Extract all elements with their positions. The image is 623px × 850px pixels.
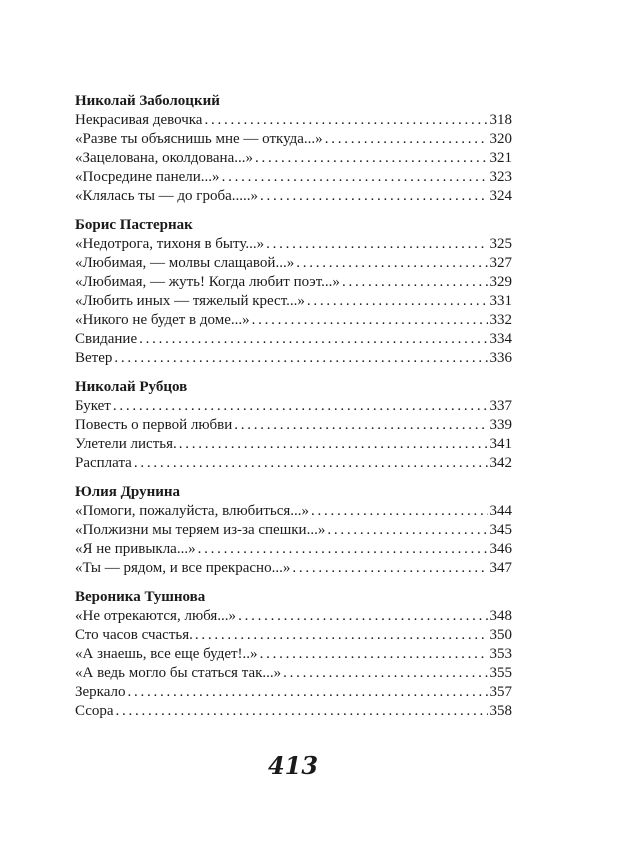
entry-title: «Любимая, — молвы слащавой...» <box>75 255 295 271</box>
dot-leader <box>296 254 487 273</box>
dot-leader <box>266 235 487 254</box>
dot-leader <box>283 664 487 683</box>
dot-leader <box>113 397 488 416</box>
toc-entry <box>75 311 512 330</box>
dot-leader <box>255 149 488 168</box>
toc-entry <box>75 292 512 311</box>
toc-entry <box>75 645 512 664</box>
entry-title: Некрасивая девочка <box>75 112 203 128</box>
entry-page: 320 <box>489 131 512 147</box>
section-author: Юлия Друнина <box>75 484 181 500</box>
dot-leader <box>222 168 488 187</box>
entry-page: 342 <box>489 455 512 471</box>
entry-page: 324 <box>489 188 512 204</box>
entry-page: 337 <box>489 398 512 414</box>
toc-section-pasternak <box>75 216 512 368</box>
entry-title: «Полжизни мы теряем из-за спешки...» <box>75 522 326 538</box>
entry-title: «Я не привыкла...» <box>75 541 196 557</box>
dot-leader <box>260 187 488 206</box>
toc-entry <box>75 187 512 206</box>
entry-title: Свидание <box>75 331 138 347</box>
toc-entry <box>75 454 512 473</box>
dot-leader <box>128 683 488 702</box>
entry-title: «Разве ты объяснишь мне — откуда...» <box>75 131 323 147</box>
section-author: Вероника Тушнова <box>75 589 206 605</box>
toc-entry <box>75 559 512 578</box>
entry-page: 348 <box>489 608 512 624</box>
page-number: 413 <box>267 751 319 780</box>
dot-leader <box>139 330 487 349</box>
entry-page: 358 <box>489 703 512 719</box>
entry-page: 318 <box>489 112 512 128</box>
entry-page: 344 <box>489 503 512 519</box>
dot-leader <box>198 540 488 559</box>
entry-title: «Посредине панели...» <box>75 169 220 185</box>
toc-entry <box>75 702 512 721</box>
entry-title: «А знаешь, все еще будет!..» <box>75 646 258 662</box>
section-author: Николай Заболоцкий <box>75 93 220 109</box>
toc-section-zabolotsky <box>75 92 512 206</box>
toc-entry <box>75 149 512 168</box>
toc-entry <box>75 130 512 149</box>
entry-page: 357 <box>489 684 512 700</box>
dot-leader <box>179 435 488 454</box>
dot-leader <box>342 273 488 292</box>
toc-section-tushnova <box>75 588 512 721</box>
entry-page: 331 <box>489 293 512 309</box>
toc-entry <box>75 502 512 521</box>
entry-page: 321 <box>489 150 512 166</box>
entry-title: «Клялась ты — до гроба.....» <box>75 188 258 204</box>
entry-title: Зеркало <box>75 684 126 700</box>
dot-leader <box>134 454 488 473</box>
toc-entry <box>75 397 512 416</box>
entry-page: 355 <box>489 665 512 681</box>
toc-entry <box>75 683 512 702</box>
toc-entry <box>75 273 512 292</box>
entry-title: Улетели листья. <box>75 436 177 452</box>
entry-title: «А ведь могло бы статься так...» <box>75 665 282 681</box>
entry-page: 347 <box>489 560 512 576</box>
toc-entry <box>75 330 512 349</box>
toc-entry <box>75 521 512 540</box>
entry-title: «Любимая, — жуть! Когда любит поэт...» <box>75 274 340 290</box>
table-of-contents <box>75 92 512 731</box>
entry-page: 325 <box>489 236 512 252</box>
entry-title: Повесть о первой любви <box>75 417 233 433</box>
entry-title: «Любить иных — тяжелый крест...» <box>75 293 305 309</box>
dot-leader <box>252 311 488 330</box>
toc-entry <box>75 664 512 683</box>
toc-entry <box>75 235 512 254</box>
toc-entry <box>75 626 512 645</box>
dot-leader <box>325 130 488 149</box>
dot-leader <box>116 702 488 721</box>
entry-title: Букет <box>75 398 111 414</box>
entry-page: 345 <box>489 522 512 538</box>
entry-title: Ветер <box>75 350 113 366</box>
entry-title: «Недотрога, тихоня в быту...» <box>75 236 265 252</box>
entry-title: «Ты — рядом, и все прекрасно...» <box>75 560 291 576</box>
entry-page: 346 <box>489 541 512 557</box>
dot-leader <box>238 607 487 626</box>
dot-leader <box>260 645 488 664</box>
entry-title: «Зацелована, околдована...» <box>75 150 253 166</box>
toc-entry <box>75 435 512 454</box>
section-author: Борис Пастернак <box>75 217 193 233</box>
entry-page: 336 <box>489 350 512 366</box>
toc-entry <box>75 254 512 273</box>
toc-section-rubtsov <box>75 378 512 473</box>
entry-page: 329 <box>489 274 512 290</box>
dot-leader <box>234 416 487 435</box>
section-author: Николай Рубцов <box>75 379 188 395</box>
dot-leader <box>195 626 488 645</box>
entry-title: Сто часов счастья. <box>75 627 193 643</box>
entry-page: 339 <box>489 417 512 433</box>
entry-title: «Помоги, пожалуйста, влюбиться...» <box>75 503 310 519</box>
toc-entry <box>75 540 512 559</box>
dot-leader <box>327 521 487 540</box>
entry-page: 327 <box>489 255 512 271</box>
entry-title: «Никого не будет в доме...» <box>75 312 250 328</box>
entry-page: 323 <box>489 169 512 185</box>
toc-entry <box>75 416 512 435</box>
entry-page: 341 <box>489 436 512 452</box>
entry-page: 350 <box>489 627 512 643</box>
entry-title: Расплата <box>75 455 132 471</box>
entry-page: 353 <box>489 646 512 662</box>
dot-leader <box>114 349 487 368</box>
dot-leader <box>292 559 487 578</box>
entry-page: 334 <box>489 331 512 347</box>
toc-entry <box>75 607 512 626</box>
dot-leader <box>204 111 487 130</box>
entry-title: «Не отрекаются, любя...» <box>75 608 237 624</box>
entry-title: Ссора <box>75 703 114 719</box>
toc-entry <box>75 168 512 187</box>
dot-leader <box>307 292 488 311</box>
entry-page: 332 <box>489 312 512 328</box>
toc-section-drunina <box>75 483 512 578</box>
toc-entry <box>75 349 512 368</box>
dot-leader <box>311 502 487 521</box>
toc-entry <box>75 111 512 130</box>
